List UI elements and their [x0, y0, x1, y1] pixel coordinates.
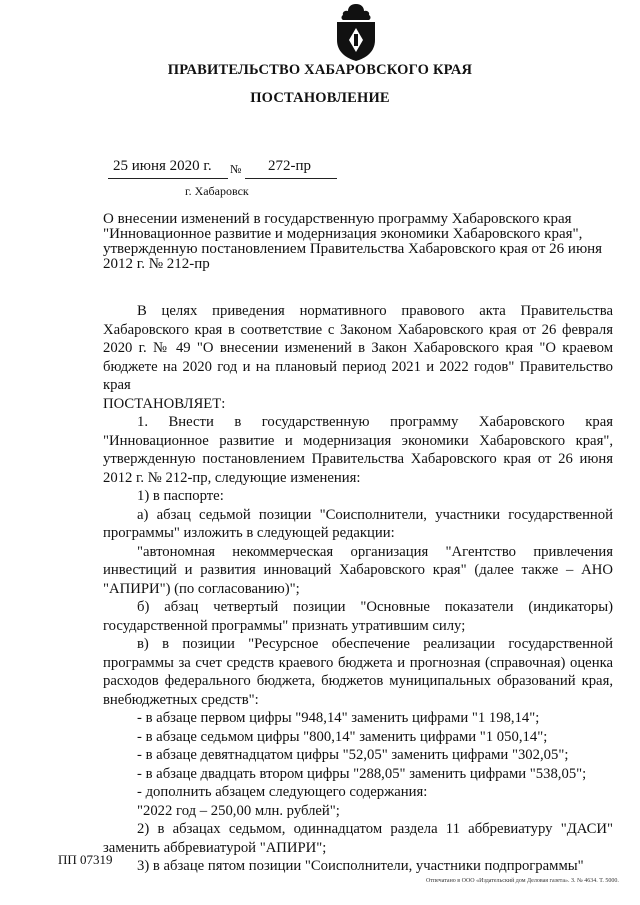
- title-line: О внесении изменений в государственную программу Хабаровского края: [103, 211, 572, 227]
- document-body: [103, 302, 613, 876]
- body-paragraph: "автономная некоммерческая организация "Агентство привлечения инвестиций и развития инноваций Хабаровского края" (далее также – АНО "АПИРИ") (по согласованию)";: [103, 543, 613, 597]
- document-code: ПП 07319: [58, 852, 113, 867]
- body-paragraph: в) в позиции "Ресурсное обеспечение реализации государственной программы за счет средств краевого бюджета и прогнозная (справочная) оценка расходов федерального бюджета, бюджетов муниципальных образований края, внебюджетных средств":: [103, 636, 613, 708]
- body-paragraph: - дополнить абзацем следующего содержания:: [137, 784, 428, 800]
- body-paragraph: 3) в абзаце пятом позиции "Соисполнители, участники подпрограммы": [137, 858, 584, 874]
- body-paragraph: - в абзаце девятнадцатом цифры "52,05" заменить цифрами "302,05";: [137, 747, 569, 763]
- body-paragraph: 2) в абзацах седьмом, одиннадцатом раздела 11 аббревиатуру "ДАСИ" заменить аббревиатурой "АПИРИ";: [103, 821, 613, 856]
- number-underline: [245, 178, 337, 179]
- printer-imprint: Отпечатано в ООО «Издательский дом Деловая газета». З. № 4634. Т. 5000.: [426, 878, 619, 884]
- document-title: [103, 212, 613, 272]
- resolves-heading: ПОСТАНОВЛЯЕТ:: [103, 395, 226, 412]
- body-paragraph: а) абзац седьмой позиции "Соисполнители, участники государственной программы" изложить в следующей редакции:: [103, 506, 613, 541]
- body-paragraph: 1) в паспорте:: [137, 488, 224, 504]
- document-number: 272-пр: [268, 158, 312, 174]
- title-line: "Инновационное развитие и модернизация экономики Хабаровского края",: [103, 226, 583, 242]
- preamble-paragraph: В целях приведения нормативного правового акта Правительства Хабаровского края в соответствие с Законом Хабаровского края от 26 февраля 2020 г. № 49 "О внесении изменений в Закон Хабаровского края "О краевом бюджете на 2020 год и на плановый период 2021 и 2022 годов" Правительство края: [103, 303, 613, 393]
- document-type: ПОСТАНОВЛЕНИЕ: [250, 90, 390, 106]
- body-paragraph: 1. Внести в государственную программу Хабаровского края "Инновационное развитие и модернизация экономики Хабаровского края", утвержденную постановлением Правительства Хабаровского края от 26 июня 2012 г. № 212-пр, следующие изменения:: [103, 414, 613, 486]
- body-paragraph: - в абзаце седьмом цифры "800,14" заменить цифрами "1 050,14";: [137, 728, 548, 745]
- body-paragraph: б) абзац четвертый позиции "Основные показатели (индикаторы) государственной программы" признать утратившим силу;: [103, 599, 613, 634]
- document-date: 25 июня 2020 г.: [113, 158, 212, 174]
- title-line: 2012 г. № 212-пр: [103, 256, 210, 272]
- date-underline: [108, 178, 228, 179]
- coat-of-arms-icon: [333, 2, 379, 62]
- number-label: №: [230, 162, 242, 176]
- title-line: утвержденную постановлением Правительства Хабаровского края от 26 июня: [103, 241, 603, 257]
- government-name: ПРАВИТЕЛЬСТВО ХАБАРОВСКОГО КРАЯ: [167, 62, 473, 78]
- body-paragraph: - в абзаце первом цифры "948,14" заменить цифрами "1 198,14";: [137, 710, 540, 726]
- body-paragraph: "2022 год – 250,00 млн. рублей";: [137, 802, 340, 819]
- body-paragraph: - в абзаце двадцать втором цифры "288,05" заменить цифрами "538,05";: [137, 765, 587, 782]
- city-name: г. Хабаровск: [185, 184, 249, 198]
